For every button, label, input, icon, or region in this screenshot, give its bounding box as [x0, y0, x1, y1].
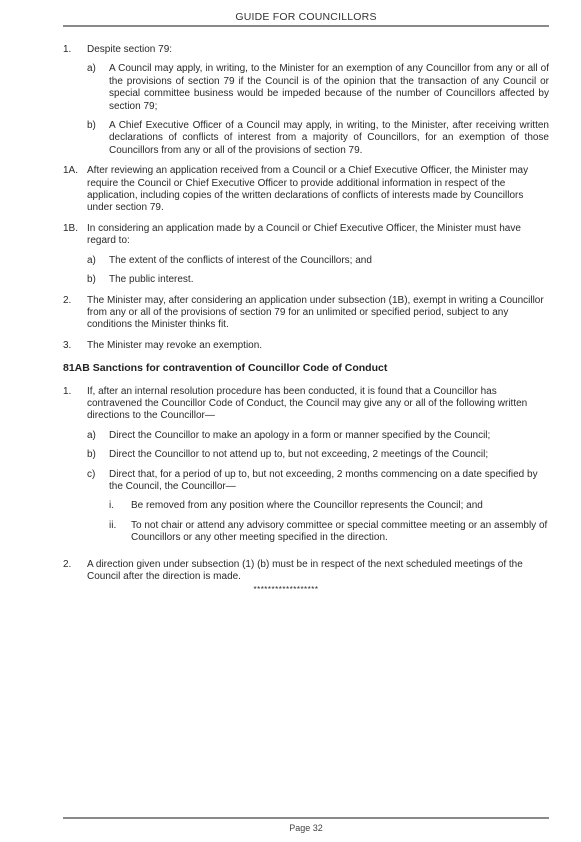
item-text: In considering an application made by a Council or Chief Executive Officer, the Minister must have regard to:: [87, 222, 521, 247]
sub-item-label: b): [87, 274, 96, 286]
end-of-section-marker: ******************: [253, 585, 319, 595]
list-item: [63, 559, 549, 584]
page-number: Page 32: [289, 823, 323, 833]
sub-sub-item-text: Be removed from any position where the Councillor represents the Council; and: [131, 500, 483, 512]
sub-item-text: Direct that, for a period of up to, but not exceeding, 2 months commencing on a date specified by the Council, the Councillor—: [109, 468, 538, 492]
item-text: Despite section 79:: [87, 44, 173, 55]
item-number: 2.: [63, 294, 72, 306]
list-item: [63, 295, 549, 332]
sub-sub-item: [109, 520, 549, 545]
sub-item: [87, 449, 549, 461]
sub-sub-item: [109, 500, 549, 512]
item-text: If, after an internal resolution procedure has been conducted, it is found that a Councillor has contravened the Councillor Code of Conduct, the Council may give any or all of the following written directions to the Councillor—: [87, 385, 528, 422]
item-text: The Minister may revoke an exemption.: [87, 339, 263, 351]
sub-item: [87, 430, 549, 442]
sub-item: [87, 274, 549, 286]
item-number: 3.: [63, 339, 72, 351]
list-item: [63, 44, 549, 157]
sub-item-label: a): [87, 63, 96, 75]
list-item: [63, 386, 549, 545]
item-number: 1.: [63, 385, 72, 397]
sub-item-text: Direct the Councillor to not attend up to, but not exceeding, 2 meetings of the Council;: [109, 449, 489, 461]
section-heading: 81AB Sanctions for contravention of Councillor Code of Conduct: [63, 362, 388, 375]
footer-rule: [63, 817, 549, 819]
sub-item-text: The extent of the conflicts of interest of the Councillors; and: [109, 254, 372, 266]
sub-item-text: A Chief Executive Officer of a Council may apply, in writing, to the Minister, after receiving written declarations of conflicts of interest from a majority of Councillors, for an exemption of those Councillors from any or all of the provisions of section 79.: [109, 120, 549, 156]
sub-item-label: b): [87, 120, 96, 132]
sub-item-text: A Council may apply, in writing, to the Minister for an exemption of any Councillor from any or all of the provisions of section 79 if the Council is of the opinion that the transaction of any Council or special committee business would be impeded because of the number of Councillors affected by section 79;: [109, 63, 549, 112]
sub-item: [87, 255, 549, 267]
sub-sub-item-label: i.: [109, 500, 114, 512]
list-item: [63, 340, 549, 352]
sub-sub-item-label: ii.: [109, 519, 117, 531]
item-text: A direction given under subsection (1) (b) must be in respect of the next scheduled meetings of the Council after the direction is made.: [87, 558, 523, 582]
item-text: The Minister may, after considering an application under subsection (1B), exempt in writing a Councillor from any or all of the provisions of section 79 for an unlimited or specified period, subject to any conditions the Minister thinks fit.: [87, 294, 544, 331]
sub-item-text: The public interest.: [109, 274, 194, 286]
sub-item-text: Direct the Councillor to make an apology in a form or manner specified by the Council;: [109, 429, 491, 441]
document-body: [63, 44, 549, 597]
item-number: 1.: [63, 44, 72, 55]
sub-item: [87, 120, 549, 157]
item-number: 2.: [63, 558, 72, 570]
list-item: [63, 223, 549, 287]
header-rule: [63, 25, 549, 27]
sub-item-label: a): [87, 254, 96, 266]
sub-item: [87, 63, 549, 113]
sub-sub-item-text: To not chair or attend any advisory committee or special committee meeting or an assembly of Councillors or any other meeting specified in the direction.: [131, 519, 548, 544]
sub-item-label: b): [87, 449, 96, 461]
item-text: After reviewing an application received from a Council or a Chief Executive Officer, the Minister may require the Council or Chief Executive Officer to provide additional information in respect of the application, including copies of the written declarations of conflicts of interests made by Councillors under section 79.: [87, 165, 529, 214]
item-number: 1A.: [63, 165, 79, 177]
sub-item-label: c): [87, 468, 96, 480]
sub-item-label: a): [87, 429, 96, 441]
page-header-title: GUIDE FOR COUNCILLORS: [235, 11, 377, 23]
item-number: 1B.: [63, 222, 79, 234]
sub-item: [87, 469, 549, 494]
list-item: [63, 165, 549, 215]
